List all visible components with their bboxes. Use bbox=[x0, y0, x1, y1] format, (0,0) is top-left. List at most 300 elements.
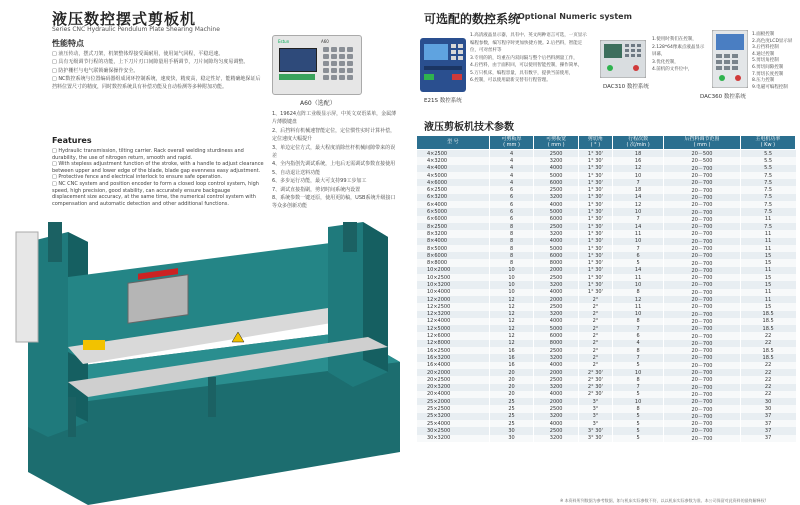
table-cell: 22 bbox=[740, 332, 795, 339]
table-cell: 7 bbox=[612, 354, 663, 361]
table-cell: 5.5 bbox=[740, 157, 795, 164]
table-row bbox=[417, 230, 796, 237]
table-row bbox=[417, 245, 796, 252]
table-cell: 7 bbox=[612, 325, 663, 332]
a60-feature-list bbox=[272, 110, 397, 211]
table-cell: 11 bbox=[740, 296, 795, 303]
table-cell: 11 bbox=[740, 245, 795, 252]
spec-table-body bbox=[417, 150, 796, 442]
table-cell: 20－700 bbox=[664, 208, 740, 215]
dac360-description bbox=[752, 32, 798, 91]
dac360-text: 2.高色度LCD显示屏 bbox=[752, 38, 793, 44]
table-cell: 16×3200 bbox=[417, 354, 490, 361]
table-cell: 20－700 bbox=[664, 216, 740, 223]
table-cell: 20－700 bbox=[664, 267, 740, 274]
table-cell: 18 bbox=[612, 186, 663, 193]
table-cell: 1° 30' bbox=[578, 179, 612, 186]
table-cell: 37 bbox=[740, 413, 795, 420]
table-cell: 16×2500 bbox=[417, 347, 490, 354]
table-cell: 1° 30' bbox=[578, 267, 612, 274]
table-cell: 2° 30' bbox=[578, 369, 612, 376]
dac310-controller-image bbox=[600, 40, 646, 78]
table-cell: 8 bbox=[489, 223, 534, 230]
table-cell: 3200 bbox=[534, 435, 579, 442]
table-row bbox=[417, 318, 796, 325]
a60-item: 8、系统参数一键还原，使用更防稿，USB系统升级接口等众多创新功能 bbox=[272, 195, 396, 210]
table-cell: 1° 30' bbox=[578, 208, 612, 215]
table-cell: 20－700 bbox=[664, 376, 740, 383]
table-cell: 16 bbox=[612, 157, 663, 164]
table-cell: 5000 bbox=[534, 208, 579, 215]
table-cell: 2000 bbox=[534, 296, 579, 303]
table-cell: 20－700 bbox=[664, 340, 740, 347]
table-cell: 5000 bbox=[534, 325, 579, 332]
table-cell: 15 bbox=[740, 274, 795, 281]
table-cell: 2° bbox=[578, 362, 612, 369]
table-cell: 20－700 bbox=[664, 391, 740, 398]
table-row bbox=[417, 157, 796, 164]
table-cell: 8 bbox=[612, 405, 663, 412]
table-cell: 6000 bbox=[534, 332, 579, 339]
table-cell: 20×3200 bbox=[417, 384, 490, 391]
table-cell: 30 bbox=[740, 405, 795, 412]
dac360-text: 5.剪切角控制 bbox=[752, 58, 779, 64]
table-cell: 1° 30' bbox=[578, 259, 612, 266]
table-cell: 20×2000 bbox=[417, 369, 490, 376]
table-cell: 10 bbox=[612, 281, 663, 288]
table-cell: 1° 30' bbox=[578, 223, 612, 230]
table-cell: 4 bbox=[489, 179, 534, 186]
dac310-description bbox=[652, 36, 706, 74]
table-cell: 10×4000 bbox=[417, 289, 490, 296]
table-cell: 2° bbox=[578, 296, 612, 303]
table-cell: 15 bbox=[740, 252, 795, 259]
table-cell: 16×4000 bbox=[417, 362, 490, 369]
table-cell: 12 bbox=[489, 311, 534, 318]
table-row bbox=[417, 332, 796, 339]
table-cell: 16 bbox=[489, 354, 534, 361]
table-cell: 20－700 bbox=[664, 405, 740, 412]
table-cell: 25×2500 bbox=[417, 405, 490, 412]
table-cell: 3200 bbox=[534, 230, 579, 237]
feature-cn-4: □ NC数控系统与位置编码器组成闭环控制系统，速度快，精度高，稳定性好，能精确地保证后挡料位置尺寸的精度，同时数控系统具有补偿功能及自动检测等多种附加功能。 bbox=[52, 75, 261, 91]
table-cell: 3° bbox=[578, 398, 612, 405]
table-cell: 25×3200 bbox=[417, 413, 490, 420]
table-cell: 4×4000 bbox=[417, 165, 490, 172]
table-cell: 1° 30' bbox=[578, 150, 612, 158]
table-cell: 10 bbox=[489, 289, 534, 296]
table-row bbox=[417, 376, 796, 383]
table-cell: 22 bbox=[740, 362, 795, 369]
table-cell: 20－700 bbox=[664, 318, 740, 325]
feature-cn-2: □ 具有无级调节行程的功能，上下刀片刃口间隙量用手柄调节，刀片间隙均匀度易调整。 bbox=[52, 59, 249, 66]
table-row bbox=[417, 274, 796, 281]
table-cell: 4000 bbox=[534, 391, 579, 398]
a60-screen bbox=[279, 48, 317, 72]
e21s-text: 6.控制，可以使用最新交替有行程管理。 bbox=[470, 78, 551, 83]
table-cell: 12 bbox=[612, 296, 663, 303]
table-cell: 10×2500 bbox=[417, 274, 490, 281]
table-cell: 4 bbox=[489, 157, 534, 164]
table-cell: 12 bbox=[489, 325, 534, 332]
table-cell: 30 bbox=[489, 435, 534, 442]
table-cell: 3200 bbox=[534, 354, 579, 361]
feature-en-1: □ Hydraulic transmission, tilting carrier. Rack overall welding sturdiness and durability, the use of nitrogen return, smooth and rapid. bbox=[52, 148, 244, 161]
feature-cn-1: □ 液压传动，摆式刀架，机架整体焊接受面耐用，使用氮气回程，平稳迅速。 bbox=[52, 51, 224, 57]
table-cell: 25 bbox=[489, 413, 534, 420]
table-cell: 12×2500 bbox=[417, 303, 490, 310]
table-cell: 14 bbox=[612, 194, 663, 201]
table-row bbox=[417, 420, 796, 427]
table-cell: 5 bbox=[612, 420, 663, 427]
table-cell: 5000 bbox=[534, 245, 579, 252]
table-cell: 6000 bbox=[534, 252, 579, 259]
dac360-text: 4.通过控制 bbox=[752, 51, 775, 57]
spec-table bbox=[416, 135, 796, 442]
table-cell: 8 bbox=[612, 376, 663, 383]
spec-table-header bbox=[417, 136, 796, 150]
table-cell: 20－500 bbox=[664, 150, 740, 158]
table-cell: 2500 bbox=[534, 347, 579, 354]
table-cell: 4000 bbox=[534, 238, 579, 245]
table-cell: 20－700 bbox=[664, 332, 740, 339]
table-cell: 20－700 bbox=[664, 398, 740, 405]
table-cell: 12 bbox=[489, 332, 534, 339]
table-cell: 6000 bbox=[534, 179, 579, 186]
dac360-text: 6.剪切间隙控制 bbox=[752, 64, 784, 70]
table-cell: 2° bbox=[578, 354, 612, 361]
table-cell: 37 bbox=[740, 427, 795, 434]
table-row bbox=[417, 303, 796, 310]
table-cell: 1° 30' bbox=[578, 238, 612, 245]
table-cell: 8×3200 bbox=[417, 230, 490, 237]
table-cell: 20－700 bbox=[664, 165, 740, 172]
table-cell: 11 bbox=[612, 230, 663, 237]
table-cell: 25 bbox=[489, 420, 534, 427]
dac310-text: 4.前机的文件位中， bbox=[652, 67, 693, 72]
table-cell: 1° 30' bbox=[578, 281, 612, 288]
table-cell: 5.5 bbox=[740, 165, 795, 172]
table-cell: 22 bbox=[740, 376, 795, 383]
table-cell: 7.5 bbox=[740, 186, 795, 193]
table-row bbox=[417, 413, 796, 420]
table-cell: 18.5 bbox=[740, 347, 795, 354]
table-cell: 8000 bbox=[534, 340, 579, 347]
table-cell: 37 bbox=[740, 420, 795, 427]
systems-title-en: Optional Numeric system bbox=[518, 12, 632, 21]
table-cell: 6×4000 bbox=[417, 201, 490, 208]
table-cell: 6×5000 bbox=[417, 208, 490, 215]
table-cell: 1° 30' bbox=[578, 201, 612, 208]
table-cell: 30 bbox=[740, 398, 795, 405]
table-row bbox=[417, 427, 796, 434]
table-row bbox=[417, 208, 796, 215]
table-cell: 20－700 bbox=[664, 194, 740, 201]
table-cell: 20－700 bbox=[664, 274, 740, 281]
table-cell: 10×3200 bbox=[417, 281, 490, 288]
table-cell: 6×3200 bbox=[417, 194, 490, 201]
table-cell: 30 bbox=[489, 427, 534, 434]
table-cell: 3200 bbox=[534, 157, 579, 164]
table-cell: 1° 30' bbox=[578, 165, 612, 172]
table-cell: 6 bbox=[489, 201, 534, 208]
table-cell: 12×2000 bbox=[417, 296, 490, 303]
table-cell: 2500 bbox=[534, 376, 579, 383]
table-cell: 25 bbox=[489, 405, 534, 412]
dac310-text: 3.优化控制， bbox=[652, 59, 679, 65]
spec-col-header: 行程次数 ( 次/min ) bbox=[612, 136, 663, 150]
table-cell: 20－700 bbox=[664, 362, 740, 369]
table-cell: 20 bbox=[489, 391, 534, 398]
dac310-text: 2.128*64像素点液晶显示屏幕， bbox=[652, 44, 705, 57]
table-cell: 1° 30' bbox=[578, 289, 612, 296]
table-cell: 20－700 bbox=[664, 245, 740, 252]
table-cell: 11 bbox=[740, 289, 795, 296]
table-cell: 20－700 bbox=[664, 413, 740, 420]
table-cell: 2° 30' bbox=[578, 384, 612, 391]
table-cell: 10 bbox=[489, 274, 534, 281]
table-cell: 8 bbox=[489, 252, 534, 259]
table-cell: 15 bbox=[740, 303, 795, 310]
table-cell: 15 bbox=[740, 259, 795, 266]
e21s-controller-image bbox=[420, 38, 466, 92]
table-row bbox=[417, 186, 796, 193]
table-cell: 10 bbox=[612, 208, 663, 215]
dac360-text: 8.压力控制 bbox=[752, 78, 775, 84]
e21s-text: 1.高清液晶显示器，具有中、英文两种语言可选，一页显示编程参数，编写程序时更加快捷方便。2.后挡料，智能定位，可对丝杆等 bbox=[470, 33, 587, 53]
table-cell: 1° 30' bbox=[578, 230, 612, 237]
table-cell: 4×6000 bbox=[417, 179, 490, 186]
table-cell: 12×5000 bbox=[417, 325, 490, 332]
table-cell: 5 bbox=[612, 435, 663, 442]
table-row bbox=[417, 216, 796, 223]
table-cell: 6 bbox=[489, 186, 534, 193]
feature-cn-3: □ 防护栅栏与电气联锁确保操作安全。 bbox=[52, 67, 139, 74]
table-cell: 22 bbox=[740, 340, 795, 347]
table-cell: 6×2500 bbox=[417, 186, 490, 193]
table-cell: 20－700 bbox=[664, 289, 740, 296]
table-row bbox=[417, 281, 796, 288]
spec-col-header: 型 号 bbox=[417, 136, 490, 150]
table-cell: 1° 30' bbox=[578, 186, 612, 193]
table-row bbox=[417, 369, 796, 376]
table-cell: 6 bbox=[489, 208, 534, 215]
spec-col-header: 可剪板宽 ( mm ) bbox=[534, 136, 579, 150]
table-cell: 10 bbox=[612, 172, 663, 179]
features-cn-heading: 性能特点 bbox=[52, 39, 84, 48]
table-cell: 20－700 bbox=[664, 201, 740, 208]
table-cell: 4×2500 bbox=[417, 150, 490, 158]
table-cell: 4 bbox=[612, 340, 663, 347]
a60-item: 2、后挡料有机械速智能定位，定位惯性实时计算补偿，定位速度大幅提升 bbox=[272, 127, 396, 143]
table-cell: 20 bbox=[489, 369, 534, 376]
table-cell: 5 bbox=[612, 259, 663, 266]
dac310-text: 1.使用时我们在控制， bbox=[652, 37, 697, 42]
table-cell: 20－700 bbox=[664, 238, 740, 245]
table-cell: 25 bbox=[489, 398, 534, 405]
dac360-controller-image bbox=[712, 30, 748, 88]
table-cell: 4000 bbox=[534, 420, 579, 427]
table-cell: 7.5 bbox=[740, 179, 795, 186]
table-cell: 12×8000 bbox=[417, 340, 490, 347]
table-cell: 6 bbox=[612, 252, 663, 259]
table-cell: 6×6000 bbox=[417, 216, 490, 223]
table-cell: 3200 bbox=[534, 311, 579, 318]
dac360-text: 3.后挡料控制 bbox=[752, 45, 779, 51]
table-cell: 15 bbox=[740, 281, 795, 288]
table-cell: 6 bbox=[489, 194, 534, 201]
table-cell: 25×2000 bbox=[417, 398, 490, 405]
e21s-description bbox=[470, 32, 590, 85]
spec-col-header: 后挡料调节范围 ( mm ) bbox=[664, 136, 740, 150]
table-cell: 8 bbox=[612, 318, 663, 325]
table-cell: 2500 bbox=[534, 427, 579, 434]
table-cell: 20－700 bbox=[664, 369, 740, 376]
table-cell: 20－700 bbox=[664, 303, 740, 310]
table-row bbox=[417, 296, 796, 303]
table-cell: 12 bbox=[612, 165, 663, 172]
table-cell: 5 bbox=[612, 362, 663, 369]
table-cell: 4000 bbox=[534, 165, 579, 172]
table-cell: 20×4000 bbox=[417, 391, 490, 398]
table-cell: 2500 bbox=[534, 223, 579, 230]
table-cell: 10 bbox=[612, 238, 663, 245]
table-cell: 2° 30' bbox=[578, 391, 612, 398]
table-cell: 10 bbox=[612, 311, 663, 318]
shearing-machine-image bbox=[8, 222, 400, 505]
table-cell: 2000 bbox=[534, 398, 579, 405]
table-cell: 2500 bbox=[534, 405, 579, 412]
table-cell: 22 bbox=[740, 391, 795, 398]
table-cell: 7 bbox=[612, 179, 663, 186]
spec-col-header: 剪切角 ( ° ) bbox=[578, 136, 612, 150]
e21s-text: 4.后挡料，由于面积回，可以使用智能控制，操作简单， bbox=[470, 63, 583, 68]
table-cell: 4000 bbox=[534, 289, 579, 296]
table-cell: 11 bbox=[740, 230, 795, 237]
table-row bbox=[417, 340, 796, 347]
footnote: ※ 本资料所列数据为参考数据，如与机床实际参数不符，以以机床实际参数为准。本公司保留对此资料的最终解释权! bbox=[560, 498, 767, 503]
table-cell: 7.5 bbox=[740, 172, 795, 179]
features-en bbox=[52, 148, 264, 207]
table-cell: 4000 bbox=[534, 362, 579, 369]
table-cell: 2° bbox=[578, 340, 612, 347]
table-row bbox=[417, 259, 796, 266]
table-cell: 2000 bbox=[534, 267, 579, 274]
table-cell: 2500 bbox=[534, 150, 579, 158]
table-cell: 2° bbox=[578, 332, 612, 339]
table-cell: 3° bbox=[578, 420, 612, 427]
a60-keypad bbox=[323, 47, 353, 80]
e21s-text: 5.万只机床，编程容量，具有数字，提供当前使用， bbox=[470, 70, 574, 76]
table-cell: 11 bbox=[740, 267, 795, 274]
table-cell: 18.5 bbox=[740, 354, 795, 361]
table-cell: 8000 bbox=[534, 259, 579, 266]
table-cell: 6 bbox=[612, 332, 663, 339]
a60-item: 6、多步运行功能，最大可支持99工步加工 bbox=[272, 178, 367, 185]
a60-start-bar bbox=[279, 74, 315, 80]
table-cell: 3200 bbox=[534, 413, 579, 420]
table-cell: 30×2500 bbox=[417, 427, 490, 434]
table-cell: 20 bbox=[489, 376, 534, 383]
table-cell: 11 bbox=[612, 274, 663, 281]
table-row bbox=[417, 384, 796, 391]
table-cell: 14 bbox=[612, 267, 663, 274]
table-cell: 20－700 bbox=[664, 252, 740, 259]
table-cell: 2° bbox=[578, 311, 612, 318]
table-cell: 10 bbox=[489, 267, 534, 274]
a60-caption: A60（选配） bbox=[300, 100, 336, 107]
table-cell: 10 bbox=[612, 369, 663, 376]
table-cell: 8 bbox=[489, 245, 534, 252]
table-cell: 4 bbox=[489, 172, 534, 179]
table-cell: 12 bbox=[612, 201, 663, 208]
page-title: 液压数控摆式剪板机 bbox=[52, 10, 197, 28]
table-cell: 3200 bbox=[534, 384, 579, 391]
table-row bbox=[417, 172, 796, 179]
table-cell: 1° 30' bbox=[578, 252, 612, 259]
spec-col-header: 可剪板厚 ( mm ) bbox=[489, 136, 534, 150]
table-cell: 4×3200 bbox=[417, 157, 490, 164]
table-cell: 20－700 bbox=[664, 230, 740, 237]
table-cell: 7.5 bbox=[740, 208, 795, 215]
dac310-caption: DAC310 数控系统 bbox=[603, 84, 649, 90]
table-row bbox=[417, 289, 796, 296]
table-cell: 37 bbox=[740, 435, 795, 442]
feature-en-3: □ Protective fence and electrical interlock to ensure safe operation. bbox=[52, 174, 223, 181]
a60-logo: Estun bbox=[278, 39, 290, 44]
table-cell: 20－700 bbox=[664, 311, 740, 318]
table-cell: 1° 30' bbox=[578, 157, 612, 164]
table-cell: 2° 30' bbox=[578, 376, 612, 383]
table-cell: 8×6000 bbox=[417, 252, 490, 259]
table-cell: 12 bbox=[489, 340, 534, 347]
table-cell: 4000 bbox=[534, 318, 579, 325]
table-cell: 6 bbox=[489, 216, 534, 223]
e21s-text: 3.专用的的，均重在内双间隔与整个后挡料测量工作， bbox=[470, 55, 578, 61]
features-en-heading: Features bbox=[52, 136, 92, 145]
table-cell: 20－700 bbox=[664, 347, 740, 354]
table-cell: 20×2500 bbox=[417, 376, 490, 383]
table-row bbox=[417, 325, 796, 332]
a60-item: 4、全内指创先调试系统，上电后无需调试参数直接使用 bbox=[272, 161, 396, 168]
table-cell: 12 bbox=[489, 303, 534, 310]
table-cell: 12 bbox=[489, 318, 534, 325]
table-cell: 10 bbox=[612, 398, 663, 405]
table-row bbox=[417, 223, 796, 230]
table-row bbox=[417, 398, 796, 405]
table-cell: 18 bbox=[612, 150, 663, 158]
table-cell: 8×8000 bbox=[417, 259, 490, 266]
table-cell: 16 bbox=[489, 362, 534, 369]
table-cell: 10×2000 bbox=[417, 267, 490, 274]
table-cell: 25×4000 bbox=[417, 420, 490, 427]
table-cell: 30×3200 bbox=[417, 435, 490, 442]
table-cell: 20－700 bbox=[664, 296, 740, 303]
table-cell: 5 bbox=[612, 413, 663, 420]
table-row bbox=[417, 238, 796, 245]
table-cell: 20－700 bbox=[664, 281, 740, 288]
table-cell: 22 bbox=[740, 384, 795, 391]
table-cell: 1° 30' bbox=[578, 172, 612, 179]
table-cell: 12×4000 bbox=[417, 318, 490, 325]
dac360-text: 1.面板控制 bbox=[752, 32, 775, 37]
table-cell: 3200 bbox=[534, 281, 579, 288]
table-cell: 7 bbox=[612, 384, 663, 391]
dac360-caption: DAC360 数控系统 bbox=[700, 94, 746, 100]
table-cell: 2° bbox=[578, 318, 612, 325]
table-cell: 18.5 bbox=[740, 311, 795, 318]
table-cell: 8 bbox=[612, 289, 663, 296]
